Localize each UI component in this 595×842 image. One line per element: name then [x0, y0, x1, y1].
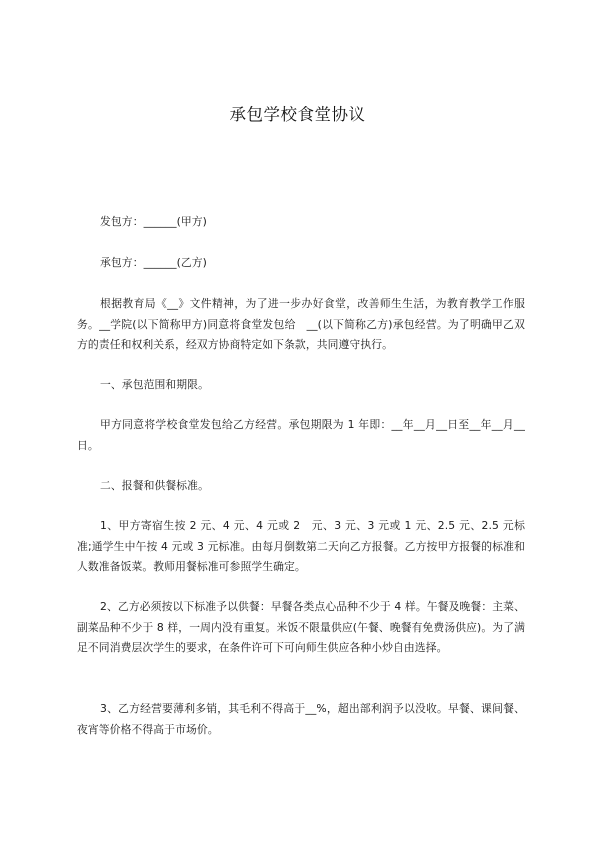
meal-clause-3: 3、乙方经营要薄利多销，其毛利不得高于__%，超出部利润予以没收。早餐、课间餐、夜宵等价格不得高于市场价。 [77, 702, 525, 736]
section-heading-meals: 二、报餐和供餐标准。 [100, 479, 209, 492]
scope-paragraph: 甲方同意将学校食堂发包给乙方经营。承包期限为 1 年即：__年__月__日至__年__月__日。 [77, 418, 525, 452]
meal-clause-2: 2、乙方必须按以下标准予以供餐：早餐各类点心品种不少于 4 样。午餐及晚餐：主菜、副菜品种不少于 8 样，一周内没有重复。米饭不限量供应(午餐、晚餐有免费汤供应)。为了满足不同消费层次学生的要求，在条件许可下可向师生供应各种小炒自由选择。 [77, 600, 525, 654]
section-heading-scope: 一、承包范围和期限。 [100, 378, 209, 391]
party-b-line: 承包方：______(乙方) [100, 256, 207, 269]
preamble-paragraph: 根据教育局《__》文件精神，为了进一步办好食堂，改善师生生活，为教育教学工作服务。__学院(以下简称甲方)同意将食堂发包给 __(以下简称乙方)承包经营。为了明确甲乙双方的责任和权利关系，经双方协商特定如下条款，共同遵守执行。 [77, 297, 525, 351]
party-a-line: 发包方：______(甲方) [100, 215, 207, 228]
document-title: 承包学校食堂协议 [229, 105, 366, 124]
meal-clause-1: 1、甲方寄宿生按 2 元、4 元、4 元或 2 元、3 元、3 元或 1 元、2.5 元、2.5 元标准;通学生中午按 4 元或 3 元标准。由每月倒数第二天向乙方报餐。乙方按甲方报餐的标准和人数准备饭菜。教师用餐标准可参照学生确定。 [77, 519, 525, 573]
